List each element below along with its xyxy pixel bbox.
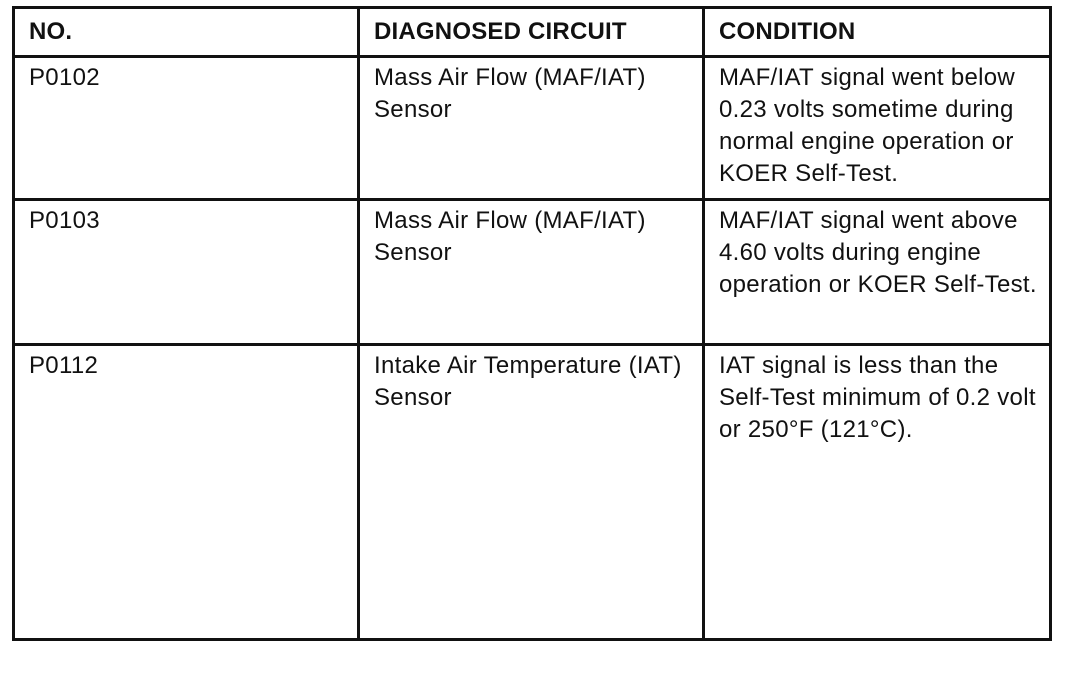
condition-text: MAF/IAT signal went below 0.23 volts sometime during normal engine operation or KOER Self-Test. — [719, 64, 1016, 187]
diagnostic-code-table — [12, 6, 1052, 641]
table-header-row — [14, 8, 1051, 57]
circuit-text: Intake Air Temperature (IAT) Sensor — [374, 352, 682, 411]
condition-cell — [704, 345, 1051, 640]
condition-cell — [704, 57, 1051, 200]
circuit-cell — [359, 200, 704, 345]
header-no: NO. — [14, 8, 359, 57]
header-diagnosed-circuit: DIAGNOSED CIRCUIT — [359, 8, 704, 57]
table-row — [14, 57, 1051, 200]
circuit-cell — [359, 345, 704, 640]
code-cell — [14, 345, 359, 640]
circuit-text: Mass Air Flow (MAF/IAT) Sensor — [374, 64, 646, 123]
code-text: P0112 — [29, 352, 99, 379]
circuit-cell — [359, 57, 704, 200]
condition-text: MAF/IAT signal went above 4.60 volts during engine operation or KOER Self-Test. — [719, 207, 1037, 298]
condition-text: IAT signal is less than the Self-Test minimum of 0.2 volt or 250°F (121°C). — [719, 352, 1036, 443]
code-cell — [14, 57, 359, 200]
code-cell — [14, 200, 359, 345]
code-text: P0103 — [29, 207, 100, 234]
table-row — [14, 345, 1051, 640]
header-condition: CONDITION — [704, 8, 1051, 57]
condition-cell — [704, 200, 1051, 345]
table-row — [14, 200, 1051, 345]
code-text: P0102 — [29, 64, 100, 91]
circuit-text: Mass Air Flow (MAF/IAT) Sensor — [374, 207, 646, 266]
